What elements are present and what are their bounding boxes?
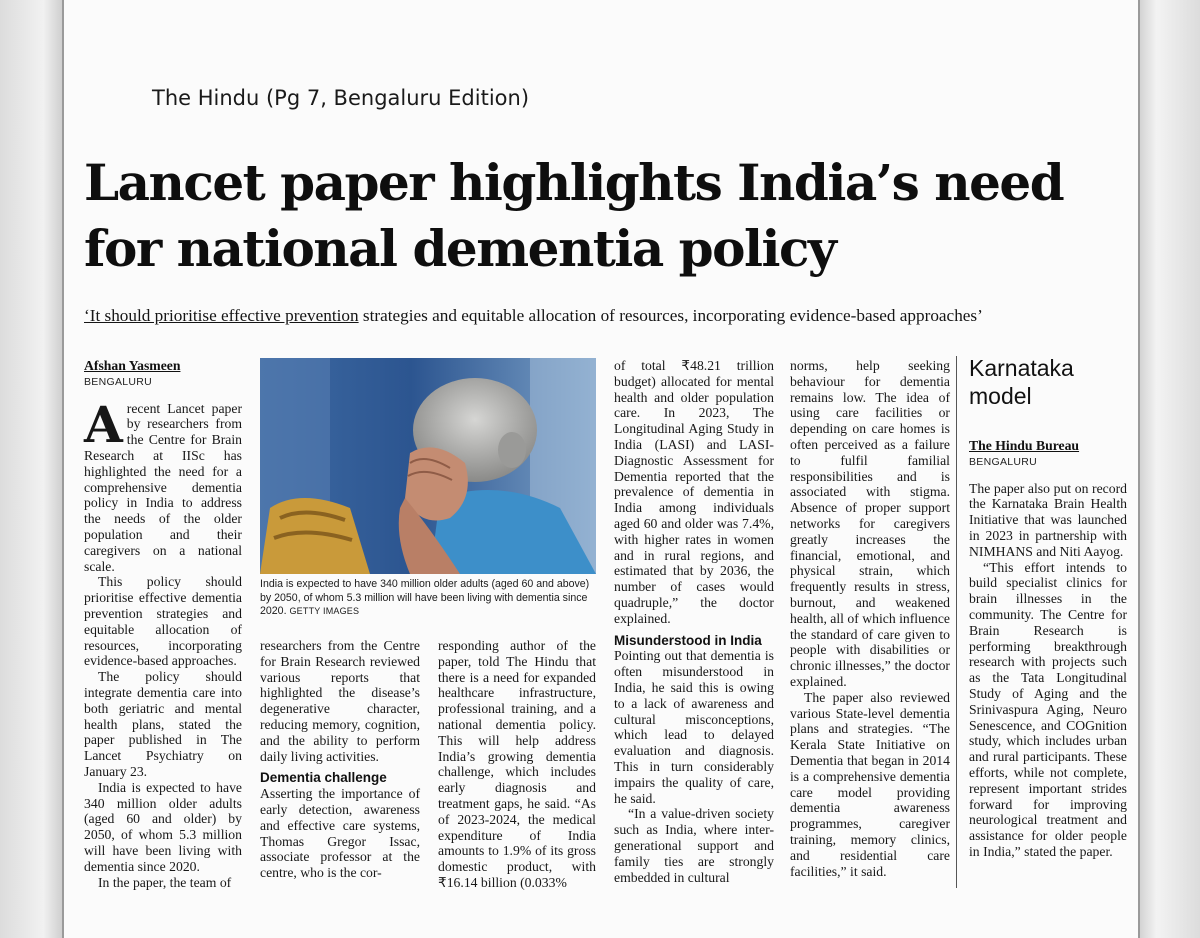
sidebar-column [969,438,1127,860]
source-label: The Hindu (Pg 7, Bengaluru Edition) [152,86,530,110]
article-paragraph: responding author of the paper, told The Hindu that there is a need for expanded healthcare infrastructure, professional training, and a national dementia policy. This will help address India’s growing dementia challenge, which includes early diagnosis and treatment gaps, he said. “As of 2023-2024, the medical expenditure of India amounts to 1.9% of its gross domestic product, with ₹16.14 billion (0.033% [438,638,596,890]
sidebar-byline: The Hindu Bureau [969,438,1080,453]
article-paragraph: This policy should prioritise effective dementia prevention strategies and equitable allocation of resources, incorporating evidence-based approaches. [84,574,242,669]
drop-cap: A [84,394,123,454]
article-paragraph: The policy should integrate dementia care into both geriatric and mental health plans, stated the paper published in The Lancet Psychiatry on January 23. [84,669,242,779]
article-column-2 [260,638,420,881]
background-left-edge [0,0,62,938]
article-photo [260,358,596,574]
article-column-5 [790,358,950,879]
background-right-edge [1138,0,1200,938]
article-byline: Afshan Yasmeen [84,358,181,373]
column-divider [956,356,957,888]
photo-illustration [260,358,596,574]
article-paragraph: Arecent Lancet paper by researchers from the Centre for Brain Research at IISc has highlighted the need for a comprehensive dementia policy in India to address the needs of the older population and their caregivers on a national scale. [84,394,242,574]
article-paragraph: of total ₹48.21 trillion budget) allocated for mental health and older population care. In 2023, The Longitudinal Aging Study in India (LASI) and LASI-Diagnostic Assessment for Dementia reported that the prevalence of dementia in India among individuals aged 60 and older was 7.4%, with higher rates in women and in rural regions, and estimated that by 2036, the number of cases would quadruple,” the doctor explained. [614,358,774,626]
article-dateline: BENGALURU [84,375,153,388]
deck-underlined: ‘It should prioritise effective prevention [84,306,359,325]
article-paragraph: In the paper, the team of [98,874,232,890]
article-paragraph: India is expected to have 340 million older adults (aged 60 and older) by 2050, of whom 5.3 million will have been living with dementia since 2020. [84,779,242,874]
sidebar-paragraph: “This effort intends to build specialist clinics for brain illnesses in the community. The Centre for Brain Research is performing breakthrough research with projects such as the Tata Longitudinal Study of Aging and the Srinivaspura Aging, Neuro Senescence, and COGnition study, which includes urban and rural participants. These efforts, while not complete, represent important strides forward for improving neurological treatment and assistance for older people in India,” stated the paper. [969,559,1127,859]
article-column-3 [438,638,596,891]
article-paragraph: researchers from the Centre for Brain Research reviewed various reports that highlighted the disease’s degenerative character, reducing memory, cognition, and the ability to perform daily living activities. [260,638,420,764]
photo-credit: GETTY IMAGES [289,606,360,616]
article-paragraph: Asserting the importance of early detection, awareness and effective care systems, Thomas Gregor Issac, associate professor at the centre, who is the cor- [260,786,420,881]
subhead-misunderstood: Misunderstood in India [614,632,762,648]
sidebar-paragraph: The paper also put on record the Karnataka Brain Health Initiative that was launched in 2023 in partnership with NIMHANS and Niti Aayog. [969,480,1127,559]
subhead-dementia-challenge: Dementia challenge [260,770,387,786]
sidebar-title: Karnataka model [969,355,1074,409]
photo-caption: India is expected to have 340 million older adults (aged 60 and above) by 2050, of whom 5.3 million will have been living with dementia since 2020. GETTY IMAGES [260,578,590,617]
headline: Lancet paper highlights India’s need for national dementia policy [84,153,1064,278]
article-paragraph: Pointing out that dementia is often misunderstood in India, he said this is owing to a lack of awareness and cultural misconceptions, which lead to delayed evaluation and diagnosis. This in turn considerably impairs the quality of care, he said. [614,648,774,806]
article-paragraph: “In a value-driven society such as India, where inter-generational support and family ties are strongly embedded in cultural [614,806,774,885]
article-column-1 [84,358,242,890]
deck-rest: strategies and equitable allocation of resources, incorporating evidence-based approaches’ [358,306,983,325]
article-paragraph: The paper also reviewed various State-level dementia plans and strategies. “The Kerala State Initiative on Dementia that began in 2014 is a comprehensive dementia care model providing dementia awareness programmes, caregiver training, memory clinics, and residential care facilities,” it said. [790,689,950,879]
article-paragraph: norms, help seeking behaviour for dementia remains low. The idea of using care facilities or depending on care homes is often perceived as a failure to fulfil familial responsibilities and is associated with stigma. Absence of proper support networks for caregivers greatly increases the financial, emotional, and physical strain, which frequently results in stress, burnout, and weakened health, all of which influence the standard of care given to people with disabilities or chronic illnesses,” the doctor explained. [790,358,951,689]
deck [84,306,1124,326]
article-column-4 [614,358,774,885]
sidebar-dateline: BENGALURU [969,455,1038,468]
